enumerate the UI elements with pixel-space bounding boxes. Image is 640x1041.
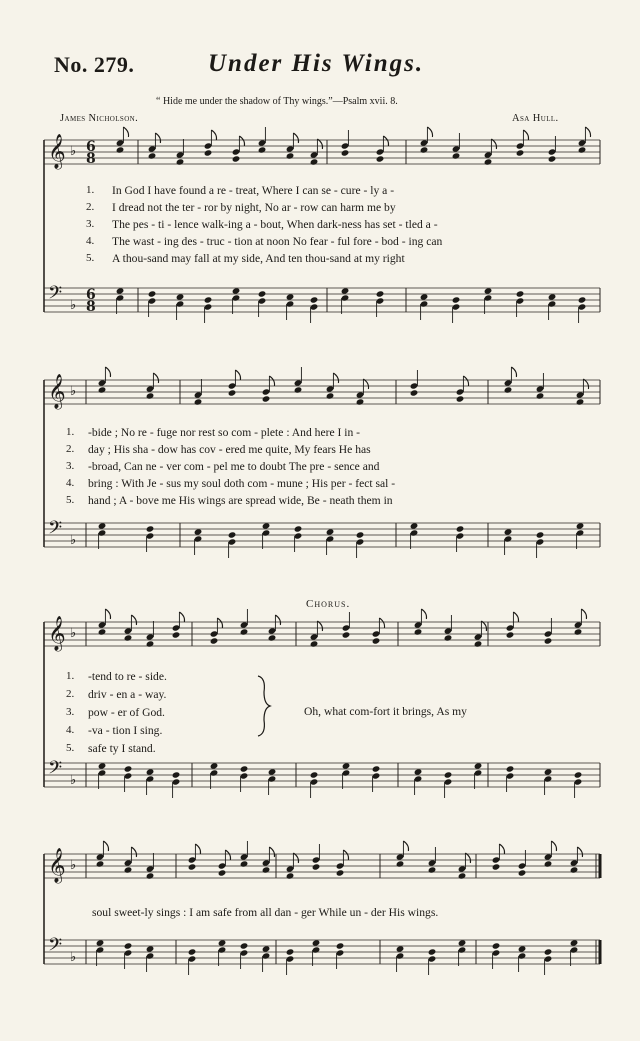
- note-head: [342, 762, 351, 769]
- note-head: [576, 398, 585, 405]
- lyric-line: I dread not the ter - ror by night, No ar - row can harm me by: [112, 201, 396, 214]
- note-head: [484, 287, 493, 294]
- note-head: [456, 525, 465, 532]
- note-head: [262, 866, 271, 873]
- note-flag: [499, 844, 504, 854]
- time-signature-top: 6: [86, 287, 96, 303]
- note-head: [372, 765, 381, 772]
- note-head: [116, 287, 125, 294]
- note-head: [98, 762, 107, 769]
- note-head: [474, 762, 483, 769]
- note-flag: [481, 621, 486, 631]
- note-head: [570, 866, 579, 873]
- note-head: [116, 146, 125, 153]
- note-head: [504, 386, 513, 393]
- flat-sign-icon: ♭: [70, 773, 77, 788]
- note-flag: [551, 841, 556, 851]
- note-head: [98, 628, 107, 635]
- scripture-epigraph: “ Hide me under the shadow of Thy wings.”—Psalm xvii. 8.: [156, 96, 398, 107]
- note-head: [516, 149, 525, 156]
- note-flag: [403, 841, 408, 851]
- composer-credit: Asa Hull.: [512, 113, 559, 124]
- note-flag: [131, 847, 136, 857]
- note-head: [310, 771, 319, 778]
- note-flag: [577, 847, 582, 857]
- note-flag: [155, 133, 160, 143]
- note-head: [578, 296, 587, 303]
- note-head: [124, 634, 133, 641]
- note-head: [420, 293, 429, 300]
- chorus-label: Chorus.: [306, 598, 351, 610]
- note-head: [372, 637, 381, 644]
- lyric-line: driv - en a - way.: [88, 688, 167, 701]
- lyric-line: -broad, Can ne - ver com - pel me to doubt The pre - sence and: [88, 460, 380, 473]
- note-head: [396, 945, 405, 952]
- note-head: [544, 637, 553, 644]
- verse-number: 5.: [66, 494, 75, 506]
- verse-number: 3.: [66, 706, 75, 718]
- note-head: [98, 386, 107, 393]
- note-head: [341, 149, 350, 156]
- note-flag: [131, 615, 136, 625]
- note-head: [396, 860, 405, 867]
- note-head: [336, 942, 345, 949]
- verse-number: 1.: [66, 426, 75, 438]
- note-flag: [383, 136, 388, 146]
- note-head: [232, 287, 241, 294]
- verse-number: 1.: [86, 184, 95, 196]
- note-head: [286, 872, 295, 879]
- note-head: [518, 945, 527, 952]
- note-flag: [585, 127, 590, 137]
- verse-number: 2.: [66, 443, 75, 455]
- note-flag: [293, 133, 298, 143]
- note-flag: [343, 850, 348, 860]
- note-flag: [123, 127, 128, 137]
- note-head: [428, 866, 437, 873]
- note-head: [452, 296, 461, 303]
- note-flag: [523, 130, 528, 140]
- note-flag: [211, 130, 216, 140]
- time-signature-bottom: 8: [86, 299, 96, 315]
- note-head: [262, 395, 271, 402]
- note-head: [484, 158, 493, 165]
- chorus-lyric-line: soul sweet-ly sings : I am safe from all dan - ger While un - der His wings.: [92, 906, 439, 919]
- note-head: [262, 945, 271, 952]
- note-head: [286, 948, 295, 955]
- note-head: [268, 768, 277, 775]
- note-head: [326, 528, 335, 535]
- verse-number: 4.: [86, 235, 95, 247]
- note-head: [574, 771, 583, 778]
- note-head: [414, 628, 423, 635]
- bass-clef-icon: 𝄢: [48, 758, 63, 783]
- note-head: [146, 872, 155, 879]
- note-head: [410, 522, 419, 529]
- note-head: [544, 948, 553, 955]
- note-head: [172, 771, 181, 778]
- note-flag: [217, 618, 222, 628]
- bass-clef-icon: 𝄢: [48, 518, 63, 543]
- note-head: [146, 945, 155, 952]
- note-head: [194, 398, 203, 405]
- note-head: [444, 771, 453, 778]
- verse-brace: [258, 676, 270, 736]
- note-flag: [363, 379, 368, 389]
- note-head: [210, 637, 219, 644]
- note-head: [96, 860, 105, 867]
- note-head: [124, 866, 133, 873]
- note-flag: [275, 615, 280, 625]
- note-head: [204, 149, 213, 156]
- note-head: [148, 290, 157, 297]
- note-head: [570, 939, 579, 946]
- note-head: [262, 522, 271, 529]
- note-head: [228, 389, 237, 396]
- lyric-line: pow - er of God.: [88, 706, 165, 719]
- note-head: [458, 939, 467, 946]
- hymn-number: No. 279.: [54, 52, 135, 77]
- note-flag: [269, 376, 274, 386]
- note-head: [428, 948, 437, 955]
- note-head: [286, 293, 295, 300]
- note-head: [240, 942, 249, 949]
- lyric-line: The pes - ti - lence walk-ing a - bout, When dark-ness has set - tled a -: [112, 218, 438, 231]
- note-head: [240, 765, 249, 772]
- flat-sign-icon: ♭: [70, 533, 77, 548]
- note-head: [410, 389, 419, 396]
- note-head: [294, 386, 303, 393]
- note-head: [218, 939, 227, 946]
- verse-number: 5.: [66, 742, 75, 754]
- bass-clef-icon: 𝄢: [48, 935, 63, 960]
- note-head: [240, 860, 249, 867]
- note-head: [176, 158, 185, 165]
- note-flag: [105, 367, 110, 377]
- note-head: [376, 155, 385, 162]
- note-head: [536, 392, 545, 399]
- lyric-line: hand ; A - bove me His wings are spread wide, Be - neath them in: [88, 494, 393, 507]
- note-flag: [103, 841, 108, 851]
- note-head: [204, 296, 213, 303]
- note-head: [506, 765, 515, 772]
- note-head: [578, 146, 587, 153]
- verse-number: 3.: [86, 218, 95, 230]
- note-head: [232, 155, 241, 162]
- lyric-line: day ; His sha - dow has cov - ered me quite, My fears He has: [88, 443, 371, 456]
- lyric-line: -va - tion I sing.: [88, 724, 163, 737]
- flat-sign-icon: ♭: [70, 950, 77, 965]
- note-flag: [153, 373, 158, 383]
- note-head: [188, 863, 197, 870]
- note-head: [310, 640, 319, 647]
- note-flag: [581, 609, 586, 619]
- note-head: [341, 287, 350, 294]
- note-head: [310, 158, 319, 165]
- note-head: [452, 152, 461, 159]
- note-flag: [491, 139, 496, 149]
- note-head: [268, 634, 277, 641]
- note-flag: [333, 373, 338, 383]
- note-head: [218, 869, 227, 876]
- treble-clef-icon: 𝄞: [48, 616, 66, 651]
- note-flag: [511, 367, 516, 377]
- note-flag: [225, 850, 230, 860]
- verse-number: 4.: [66, 724, 75, 736]
- note-head: [574, 628, 583, 635]
- note-head: [176, 293, 185, 300]
- treble-clef-icon: 𝄞: [48, 848, 66, 883]
- note-flag: [269, 847, 274, 857]
- lyric-line: The wast - ing des - truc - tion at noon No fear - ful fore - bod - ing can: [112, 235, 443, 248]
- note-head: [326, 392, 335, 399]
- note-flag: [235, 370, 240, 380]
- time-signature-top: 6: [86, 139, 96, 155]
- note-head: [414, 768, 423, 775]
- note-flag: [463, 376, 468, 386]
- note-flag: [427, 127, 432, 137]
- note-head: [516, 290, 525, 297]
- note-head: [96, 939, 105, 946]
- note-head: [146, 640, 155, 647]
- chorus-lyric-line: Oh, what com-fort it brings, As my: [304, 705, 467, 718]
- note-head: [258, 290, 267, 297]
- note-flag: [179, 612, 184, 622]
- note-head: [310, 296, 319, 303]
- flat-sign-icon: ♭: [70, 298, 77, 313]
- note-head: [518, 869, 527, 876]
- note-head: [474, 640, 483, 647]
- note-head: [228, 531, 237, 538]
- note-head: [286, 152, 295, 159]
- verse-number: 1.: [66, 670, 75, 682]
- note-head: [492, 863, 501, 870]
- note-head: [444, 634, 453, 641]
- note-head: [420, 146, 429, 153]
- author-credit: James Nicholson.: [60, 113, 139, 124]
- note-flag: [513, 612, 518, 622]
- note-head: [294, 525, 303, 532]
- flat-sign-icon: ♭: [70, 626, 77, 641]
- note-head: [458, 872, 467, 879]
- note-head: [356, 398, 365, 405]
- lyric-line: bring : With Je - sus my soul doth com - mune ; His per - fect sal -: [88, 477, 396, 490]
- note-flag: [317, 139, 322, 149]
- note-flag: [293, 853, 298, 863]
- verse-number: 2.: [66, 688, 75, 700]
- note-head: [194, 528, 203, 535]
- note-head: [98, 522, 107, 529]
- note-head: [342, 631, 351, 638]
- flat-sign-icon: ♭: [70, 858, 77, 873]
- note-head: [576, 522, 585, 529]
- time-signature-bottom: 8: [86, 151, 96, 167]
- note-flag: [583, 379, 588, 389]
- note-head: [544, 860, 553, 867]
- note-head: [536, 531, 545, 538]
- note-head: [548, 155, 557, 162]
- note-head: [312, 863, 321, 870]
- note-flag: [379, 618, 384, 628]
- note-head: [124, 942, 133, 949]
- note-head: [456, 395, 465, 402]
- note-flag: [421, 609, 426, 619]
- lyric-line: -tend to re - side.: [88, 670, 167, 683]
- lyric-line: A thou-sand may fall at my side, And ten thou-sand at my right: [112, 252, 405, 265]
- lyric-line: safe ty I stand.: [88, 742, 156, 755]
- note-head: [188, 948, 197, 955]
- verse-number: 5.: [86, 252, 95, 264]
- note-head: [240, 628, 249, 635]
- note-head: [146, 525, 155, 532]
- note-head: [506, 631, 515, 638]
- note-head: [146, 768, 155, 775]
- note-head: [210, 762, 219, 769]
- treble-clef-icon: 𝄞: [48, 374, 66, 409]
- note-flag: [317, 621, 322, 631]
- note-head: [172, 631, 181, 638]
- note-head: [356, 531, 365, 538]
- lyric-line: In God I have found a re - treat, Where I can se - cure - ly a -: [112, 184, 395, 197]
- note-head: [376, 290, 385, 297]
- note-flag: [465, 853, 470, 863]
- note-head: [548, 293, 557, 300]
- note-head: [258, 146, 267, 153]
- bass-clef-icon: 𝄢: [48, 283, 63, 308]
- verse-number: 3.: [66, 460, 75, 472]
- note-flag: [239, 136, 244, 146]
- flat-sign-icon: ♭: [70, 144, 77, 159]
- note-head: [544, 768, 553, 775]
- lyric-line: -bide ; No re - fuge nor rest so com - plete : And here I in -: [88, 426, 361, 439]
- treble-clef-icon: 𝄞: [48, 134, 66, 169]
- note-head: [336, 869, 345, 876]
- note-head: [504, 528, 513, 535]
- verse-number: 2.: [86, 201, 95, 213]
- note-head: [312, 939, 321, 946]
- note-head: [148, 152, 157, 159]
- note-flag: [195, 844, 200, 854]
- flat-sign-icon: ♭: [70, 384, 77, 399]
- note-head: [124, 765, 133, 772]
- verse-number: 4.: [66, 477, 75, 489]
- note-head: [492, 942, 501, 949]
- hymn-title: Under His Wings.: [208, 50, 425, 77]
- note-head: [146, 392, 155, 399]
- note-flag: [105, 609, 110, 619]
